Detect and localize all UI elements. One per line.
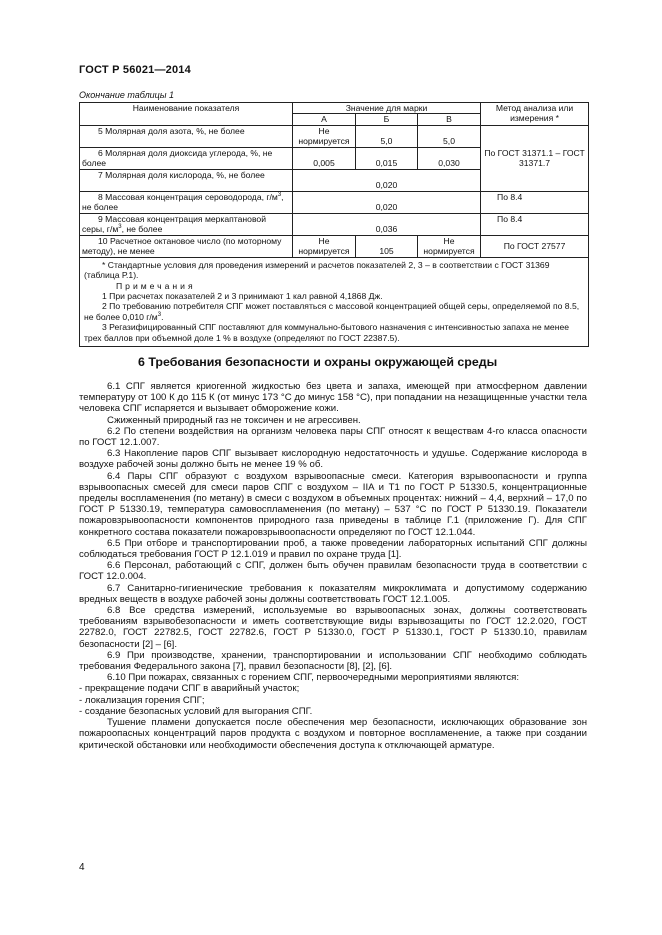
paragraph: 6.6 Персонал, работающий с СПГ, должен быть обучен правилам безопасности труда в соответствии с ГОСТ 12.0.004. [79, 560, 587, 583]
paragraph: 6.8 Все средства измерений, используемые во взрывоопасных зонах, должны соответствовать требованиям взрывобезопасности и иметь соответствующие виды взрывозащиты по ГОСТ 12.2.020, ГОСТ 22782.0, ГОСТ 22782.5, ГОСТ 22782.6, ГОСТ Р 51330.0, ГОСТ Р 51330.1, ГОСТ Р 51330.10, правилам безопасности [2] – [6]. [79, 605, 587, 650]
cell-method: По 8.4 [481, 213, 589, 235]
header-indicator: Наименование показателя [80, 103, 293, 126]
list-item: - локализация горения СПГ; [79, 694, 205, 706]
row-name [80, 191, 293, 213]
row-name-text: 8 Массовая концентрация сероводорода, $г/м^3$, не более [82, 191, 284, 213]
header-value-group: Значение для марки [293, 103, 481, 114]
cell-method: По 8.4 [481, 191, 589, 213]
cell-merged-value: 0,020 [293, 169, 481, 191]
cell-grade-a: Не нормируется [293, 235, 356, 257]
table-row [80, 125, 589, 147]
header-grade-v: В [418, 114, 481, 125]
row-name: 10 Расчетное октановое число (по моторному методу), не менее [80, 235, 293, 257]
header-grade-a: А [293, 114, 356, 125]
specification-table [79, 102, 589, 347]
cell-grade-b: 5,0 [356, 125, 418, 147]
paragraph: Тушение пламени допускается после обеспечения мер безопасности, исключающих образование зон пожароопасных концентраций паров продукта с воздухом и повторное воспламенение, а также при создании критической обстановки или необходимости обеспечения доступа к отключающей арматуре. [79, 717, 587, 751]
cell-method-group: По ГОСТ 31371.1 – ГОСТ 31371.7 [481, 125, 589, 191]
cell-grade-b: 0,015 [356, 147, 418, 169]
paragraph: 6.10 При пожарах, связанных с горением СПГ, первоочередными мероприятиями являются: [107, 672, 519, 684]
cell-grade-v: Не нормируется [418, 235, 481, 257]
list-item: - прекращение подачи СПГ в аварийный участок; [79, 683, 300, 695]
list-item: - создание безопасных условий для выгорания СПГ. [79, 705, 313, 717]
row-name: 7 Молярная доля кислорода, %, не более [80, 169, 293, 191]
table-notes-row [80, 257, 589, 346]
cell-grade-v: 0,030 [418, 147, 481, 169]
document-header: ГОСТ Р 56021—2014 [79, 64, 191, 76]
cell-grade-b: 105 [356, 235, 418, 257]
cell-merged-value: 0,020 [293, 191, 481, 213]
cell-grade-a: 0,005 [293, 147, 356, 169]
paragraph: Сжиженный природный газ не токсичен и не агрессивен. [107, 414, 361, 426]
note-2: 2 По требованию потребителя СПГ может поставляться с массовой концентрацией общей серы, определяемой по 8.5, не более 0,010 $г/м^3$. [84, 301, 580, 322]
table-notes [80, 257, 589, 346]
section-body [79, 381, 587, 751]
paragraph: 6.3 Накопление паров СПГ вызывает кислородную недостаточность и удушье. Содержание кислорода в воздухе рабочей зоны должно быть не менее 19 % об. [79, 448, 587, 471]
header-method: Метод анализа или измерения * [481, 103, 589, 126]
cell-grade-a: Не нормируется [293, 125, 356, 147]
paragraph: 6.9 При производстве, хранении, транспортировании и использовании СПГ необходимо соблюдать требования Федерального закона [7], правил безопасности [8], [2], [6]. [79, 649, 587, 673]
cell-grade-v: 5,0 [418, 125, 481, 147]
row-name-text: 9 Массовая концентрация меркаптановой серы, $г/м^3$, не более [82, 213, 266, 235]
table-row [80, 213, 589, 235]
paragraph: 6.4 Пары СПГ образуют с воздухом взрывоопасные смеси. Категория взрывоопасности и группа взрывоопасных смесей для смеси паров СПГ с воздухом – IIA и Т1 по ГОСТ Р 51330.5, концентрационные пределы воспламенения (по метану) в смеси с воздухом в объемных процентах: нижний – 4,4, верхний – 17,0 по ГОСТ Р 51330.19, температура самовоспламенения (по метану) – 537 °С по ГОСТ Р 51330.19. Показатели пожаровзрывоопасности компонентов природного газа приведены в таблице Г.1 (приложение Г). Для СПГ конкретного состава показатели пожаровзрывоопасности определяют по ГОСТ 12.1.044. [79, 470, 587, 538]
table-header-row [80, 103, 589, 114]
paragraph: 6.1 СПГ является криогенной жидкостью без цвета и запаха, имеющей при атмосферном давлении температуру от 100 К до 115 К (от минус 173 °С до минус 158 °С), при попадании на незащищенные участки тела человека СПГ испаряется и вызывает обморожение кожи. [79, 381, 587, 415]
paragraph: 6.7 Санитарно-гигиенические требования к показателям микроклимата и допустимому содержанию вредных веществ в воздухе рабочей зоны должны соответствовать ГОСТ 12.1.005. [79, 582, 587, 605]
row-name [80, 213, 293, 235]
section-title: 6 Требования безопасности и охраны окружающей среды [138, 355, 498, 369]
table-row [80, 191, 589, 213]
paragraph: 6.2 По степени воздействия на организм человека пары СПГ относят к веществам 4-го класса опасности по ГОСТ 12.1.007. [79, 425, 587, 449]
table-row [80, 235, 589, 257]
table-caption: Окончание таблицы 1 [79, 90, 174, 100]
row-name: 5 Молярная доля азота, %, не более [80, 125, 293, 147]
cell-method: По ГОСТ 27577 [481, 235, 589, 257]
row-name: 6 Молярная доля диоксида углерода, %, не более [80, 147, 293, 169]
header-grade-b: Б [356, 114, 418, 125]
paragraph: 6.5 При отборе и транспортировании проб, а также проведении лабораторных испытаний СПГ должны соблюдаться требования ГОСТ Р 12.1.019 и правил по охране труда [1]. [79, 537, 587, 561]
notes-title: Примечания [116, 280, 196, 291]
note-3: 3 Регазифицированный СПГ поставляют для коммунально-бытового назначения с интенсивностью запаха не менее трех баллов при объемной доле 1 % в воздухе (определяют по ГОСТ 22387.5). [84, 322, 570, 343]
page-number: 4 [79, 862, 85, 873]
cell-merged-value: 0,036 [293, 213, 481, 235]
table-footnote: * Стандартные условия для проведения измерений и расчетов показателей 2, 3 – в соответствии с ГОСТ 31369 (таблица Р.1). [84, 259, 550, 281]
note-1: 1 При расчетах показателей 2 и 3 принимают 1 кал равной 4,1868 Дж. [102, 291, 383, 302]
